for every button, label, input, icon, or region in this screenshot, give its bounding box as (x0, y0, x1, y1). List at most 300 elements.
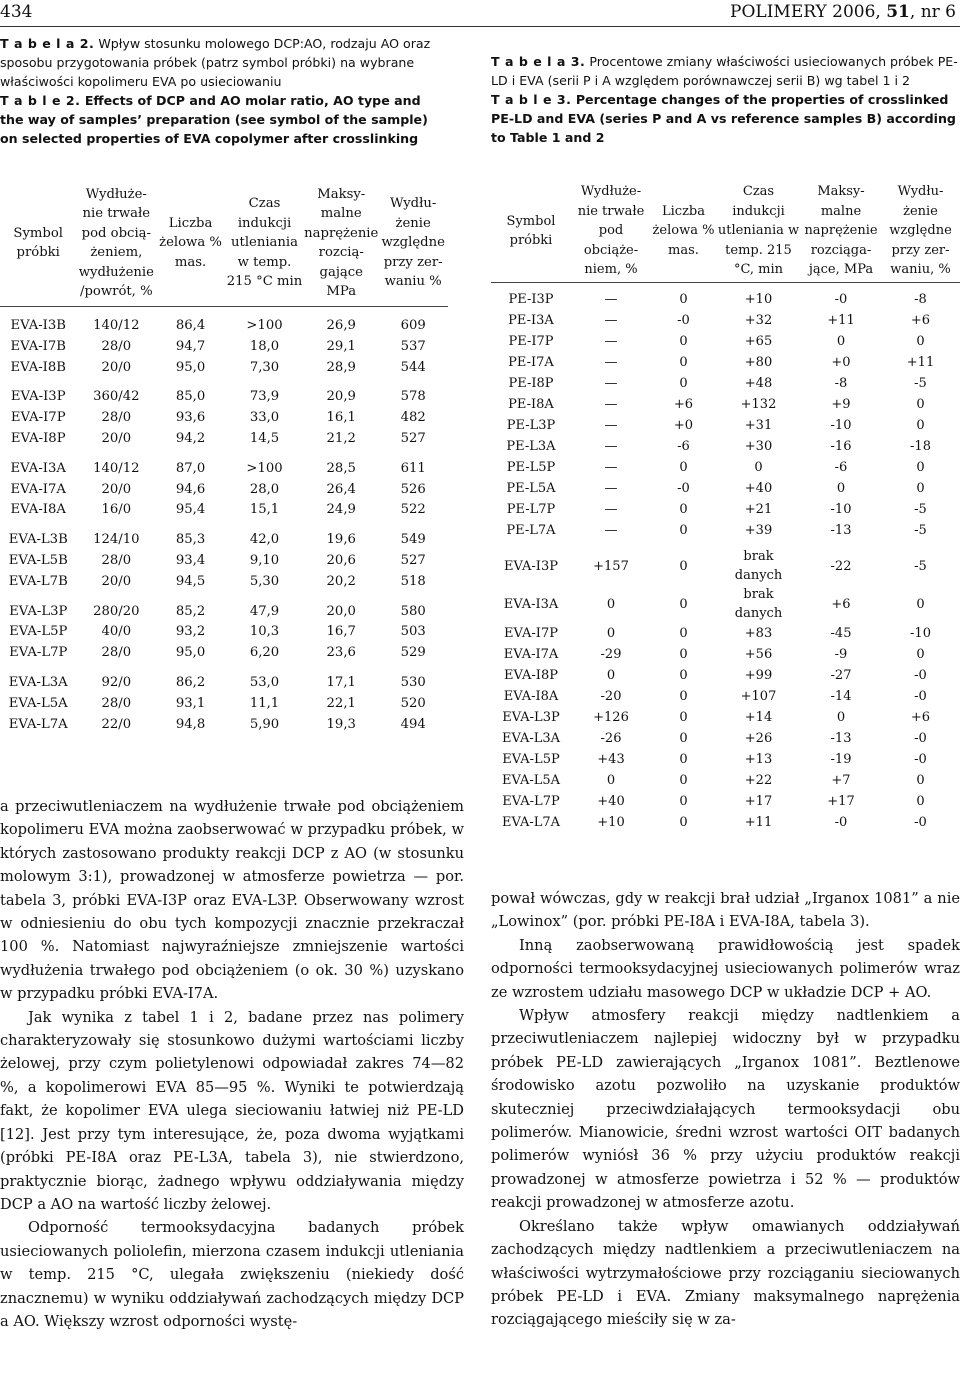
col-elongation-load: Wydłuże-nie trwałe pod obciąże-niem, % (571, 180, 651, 283)
col-tensile-strength-cell: -10 (830, 418, 852, 433)
col-oit-cell: brak danych (734, 587, 783, 621)
table-row (491, 644, 960, 665)
col-oit-cell: 33,0 (249, 410, 280, 426)
col-elongation-break-cell: 0 (916, 334, 925, 349)
col-gel-number-cell: 94,5 (175, 573, 206, 589)
col-symbol-cell: EVA-I3A (10, 460, 66, 476)
right-column-text (491, 887, 960, 1332)
col-gel-number-cell: 0 (679, 502, 688, 517)
table-row (0, 715, 448, 736)
page-number: 434 (0, 2, 33, 22)
col-gel-number-cell: 86,2 (175, 674, 206, 690)
col-elongation-load-cell: -20 (600, 689, 622, 704)
col-tensile-strength-cell: -6 (834, 460, 848, 475)
col-oit-cell: 6,20 (249, 645, 280, 661)
col-elongation-load-cell: +157 (593, 558, 629, 574)
col-gel-number-cell: 95,0 (175, 645, 206, 661)
col-elongation-break-cell: 530 (400, 674, 426, 690)
col-gel-number-cell: 94,6 (175, 481, 206, 497)
col-oit-cell: +99 (744, 668, 773, 683)
col-oit-cell: 5,30 (249, 573, 280, 589)
col-elongation-load-cell: 92/0 (101, 674, 132, 690)
table-row (0, 378, 448, 408)
col-symbol: Symbol próbki (491, 180, 571, 283)
table-row (491, 623, 960, 644)
col-oit-cell: 5,90 (249, 716, 280, 732)
col-elongation-load-cell: 20/0 (101, 573, 132, 589)
col-gel-number-cell: 0 (679, 731, 688, 746)
col-symbol-cell: PE-L7P (506, 502, 556, 517)
col-symbol-cell: EVA-I7A (503, 647, 559, 662)
col-tensile-strength-cell: 16,7 (326, 624, 356, 640)
col-tensile-strength-cell: -27 (830, 668, 852, 683)
col-gel-number-cell: 93,1 (175, 695, 206, 711)
col-elongation-break-cell: 0 (916, 418, 925, 433)
col-tensile-strength-cell: +9 (831, 397, 851, 412)
col-gel-number-cell: 85,0 (175, 389, 206, 405)
col-oit-cell: +21 (744, 502, 773, 517)
col-oit-cell: >100 (246, 318, 283, 333)
col-oit-cell: +80 (744, 355, 773, 370)
table-row (0, 337, 448, 358)
col-elongation-break-cell: 482 (400, 410, 426, 426)
col-gel-number-cell: 93,4 (175, 552, 206, 568)
col-tensile-strength-cell: -13 (830, 523, 852, 538)
col-oit-cell: 53,0 (249, 674, 280, 690)
col-symbol-cell: EVA-L3B (8, 532, 68, 548)
col-elongation-break-cell: 578 (400, 389, 426, 405)
col-elongation-load-cell: 16/0 (101, 502, 132, 518)
col-gel-number-cell: 94,8 (175, 716, 206, 732)
table-row (491, 283, 960, 311)
col-gel-number-cell: 0 (679, 668, 688, 683)
col-tensile-strength-cell: 24,9 (326, 502, 356, 518)
col-elongation-break-cell: 549 (400, 532, 426, 548)
col-oit-cell: +132 (740, 397, 777, 412)
paragraph: pował wówczas, gdy w reakcji brał udział „Irganox 1081” a nie „Lowinox” (por. próbki PE-I8A i EVA-I8A, tabela 3). (491, 890, 960, 931)
col-tensile-strength-cell: 26,4 (326, 481, 356, 497)
col-symbol-cell: EVA-L7P (9, 645, 68, 661)
col-oit-cell: brak danych (734, 549, 783, 583)
table-row (491, 373, 960, 394)
col-elongation-break-cell: -5 (914, 558, 927, 574)
col-elongation-break-cell: 611 (400, 460, 426, 476)
col-elongation-break-cell: 522 (400, 502, 426, 518)
col-tensile-strength-cell: -13 (830, 731, 852, 746)
col-elongation-load-cell: 28/0 (101, 552, 132, 568)
col-oit: Czas indukcji utleniania w temp. 215 °C, min (716, 180, 801, 283)
col-gel-number-cell: 0 (679, 752, 688, 767)
col-gel-number-cell: 85,3 (175, 532, 206, 548)
col-gel-number-cell: 0 (679, 523, 688, 538)
col-elongation-break-cell: 529 (400, 645, 426, 661)
col-gel-number-cell: 86,4 (175, 318, 206, 333)
table-row (491, 310, 960, 331)
col-tensile-strength-cell: -0 (834, 815, 848, 830)
col-elongation-break-cell: +6 (910, 710, 931, 725)
table-row (491, 585, 960, 623)
col-oit-cell: +17 (744, 794, 773, 809)
col-elongation-break-cell: -10 (910, 626, 931, 641)
col-elongation-break-cell: -0 (914, 731, 927, 746)
table-row (491, 728, 960, 749)
col-elongation-break-cell: 0 (916, 596, 925, 612)
col-gel-number-cell: 0 (679, 710, 688, 725)
table-row (491, 541, 960, 585)
col-oit-cell: +10 (744, 292, 773, 307)
col-oit-cell: +39 (744, 523, 773, 538)
col-tensile-strength-cell: +11 (827, 313, 855, 328)
col-elongation-break-cell: -0 (914, 752, 927, 767)
col-elongation-break-cell: 580 (400, 603, 426, 619)
table-row (0, 450, 448, 480)
col-tensile-strength-cell: -14 (830, 689, 852, 704)
col-gel-number-cell: 0 (679, 355, 688, 370)
col-elongation-load-cell: 0 (606, 773, 616, 788)
col-symbol-cell: EVA-L7A (501, 815, 561, 830)
table-row (0, 572, 448, 593)
journal-ref: POLIMERY 2006, 51, nr 6 (730, 2, 956, 22)
col-tensile-strength-cell: 20,6 (326, 552, 356, 568)
table-row (0, 551, 448, 572)
paragraph: Odporność termooksydacyjna badanych próbek usieciowanych poliolefin, mierzona czasem indukcji utleniania w temp. 215 °C, ulegała zwiększeniu (niekiedy dość znacznemu) w wyniku oddziaływań zachodzących między DCP a AO. Większy wzrost odporności wystę- (0, 1219, 464, 1330)
col-elongation-break-cell: 527 (400, 430, 426, 446)
col-oit-cell: +107 (740, 689, 777, 704)
col-symbol-cell: EVA-L3P (502, 710, 560, 725)
col-elongation-break-cell: -5 (914, 502, 927, 517)
col-elongation-break-cell: 537 (400, 338, 426, 354)
col-elongation-break-cell: 0 (916, 481, 925, 496)
col-gel-number-cell: 87,0 (175, 460, 206, 476)
col-elongation-load: Wydłuże-nie trwałe pod obcią-żeniem, wydłużenie /powrót, % (76, 180, 156, 307)
col-oit-cell: 9,10 (249, 552, 280, 568)
col-gel-number-cell: 95,4 (175, 502, 206, 518)
col-elongation-break-cell: -0 (914, 815, 927, 830)
table-row (491, 394, 960, 415)
col-elongation-break-cell: -0 (914, 689, 927, 704)
col-oit-cell: 14,5 (249, 430, 280, 446)
col-oit-cell: 7,30 (249, 359, 280, 375)
col-symbol-cell: EVA-L3A (501, 731, 561, 746)
col-symbol-cell: PE-I3A (508, 313, 554, 328)
col-oit-cell: 73,9 (249, 389, 280, 405)
col-oit-cell: +13 (744, 752, 773, 767)
col-symbol-cell: PE-I7A (508, 355, 554, 370)
col-symbol-cell: PE-I8A (508, 397, 554, 412)
col-elongation-break-cell: 0 (916, 794, 925, 809)
col-tensile-strength-cell: 21,2 (326, 430, 356, 446)
col-tensile-strength: Maksy-malne naprężenie rozcią-gające MPa (304, 180, 378, 307)
col-tensile-strength: Maksy-malne naprężenie rozciąga-jące, MPa (801, 180, 881, 283)
col-elongation-load-cell: 28/0 (101, 645, 132, 661)
col-oit-cell: 18,0 (249, 338, 280, 354)
col-elongation-load-cell: +43 (597, 752, 625, 767)
col-oit-cell: +48 (744, 376, 773, 391)
paragraph: Wpływ atmosfery reakcji między nadtlenkiem a przeciwutleniaczem najlepiej widoczny był w przypadku próbek PE-LD zawierających „Irganox 1081”. Beztlenowe środowisko azotu pozwoliło na uzyskanie produktów skuteczniej przeciwdziałających termooksydacji obu polimerów. Mianowicie, średni wzrost wartości OIT badanych polimerów wyniósł 36 % przy użyciu produktów reakcji prowadzonej w atmosferze powietrza i 52 % — produktów reakcji prowadzonej w atmosferze azotu. (491, 1007, 960, 1212)
col-symbol-cell: EVA-L5P (9, 624, 68, 640)
col-symbol-cell: PE-L5P (506, 460, 556, 475)
col-elongation-load-cell: 28/0 (101, 410, 132, 426)
col-symbol-cell: EVA-L5P (502, 752, 560, 767)
col-tensile-strength-cell: -22 (830, 558, 852, 574)
col-oit-cell: +11 (744, 815, 773, 830)
table-row (491, 457, 960, 478)
col-elongation-load-cell: — (604, 481, 618, 496)
col-tensile-strength-cell: 19,6 (326, 532, 356, 548)
table-row (491, 812, 960, 833)
table-row (0, 622, 448, 643)
col-elongation-break-cell: -18 (910, 439, 931, 454)
col-elongation-load-cell: — (604, 418, 618, 433)
col-symbol-cell: EVA-I8A (10, 502, 66, 518)
col-symbol-cell: PE-L5A (506, 481, 556, 496)
col-oit-cell: +30 (744, 439, 773, 454)
col-elongation-load-cell: 140/12 (93, 318, 140, 333)
col-gel-number-cell: -6 (677, 439, 690, 454)
col-elongation-load-cell: — (604, 334, 618, 349)
col-elongation-load-cell: 280/20 (93, 603, 140, 619)
paragraph: Określano także wpływ omawianych oddziaływań zachodzących między nadtlenkiem a przeciwutleniaczem na właściwości wytrzymałościowe przy rozciąganiu sieciowanych próbek PE-LD i EVA. Zmiany maksymalnego naprężenia rozciągającego mieściły się w za- (491, 1217, 960, 1329)
table2-caption: T a b e l a 2. Wpływ stosunku molowego DCP:AO, rodzaju AO oraz sposobu przygotowania próbek (patrz symbol próbki) na wybrane właściwości kopolimeru EVA po usieciowaniu T a b l e 2. Effects of DCP and AO molar ratio, AO type and the way of samples’ preparation (see symbol of the sample) on selected properties of EVA copolymer after crosslinking (0, 36, 431, 146)
col-oit-cell: 0 (754, 460, 763, 475)
col-symbol-cell: EVA-L5A (8, 695, 68, 711)
col-oit-cell: 28,0 (249, 481, 280, 497)
table-row (0, 643, 448, 664)
col-tensile-strength-cell: 22,1 (326, 695, 356, 711)
table-row (0, 358, 448, 379)
col-oit-cell: +40 (744, 481, 773, 496)
col-gel-number-cell: 0 (679, 596, 688, 612)
col-tensile-strength-cell: +0 (831, 355, 851, 370)
col-elongation-break-cell: 0 (916, 773, 925, 788)
col-tensile-strength-cell: 0 (836, 334, 846, 349)
col-elongation-load-cell: 124/10 (93, 532, 140, 548)
col-elongation-break-cell: -5 (914, 376, 927, 391)
col-oit-cell: +65 (744, 334, 773, 349)
col-elongation-break-cell: 526 (400, 481, 426, 497)
col-elongation-load-cell: -29 (600, 647, 622, 662)
col-oit-cell: +26 (744, 731, 773, 746)
col-gel-number-cell: 0 (679, 815, 688, 830)
col-elongation-load-cell: — (604, 439, 618, 454)
table-row (0, 500, 448, 521)
col-elongation-load-cell: 360/42 (93, 389, 140, 405)
table-row (0, 480, 448, 501)
table-row (491, 499, 960, 520)
col-gel-number-cell: 0 (679, 794, 688, 809)
col-elongation-break-cell: -8 (914, 292, 927, 307)
col-symbol-cell: EVA-L7A (8, 716, 68, 732)
col-gel-number-cell: 85,2 (175, 603, 206, 619)
col-elongation-load-cell: 140/12 (93, 460, 140, 476)
col-symbol-cell: EVA-L3P (9, 603, 68, 619)
col-gel-number-cell: 0 (679, 773, 688, 788)
table-row (491, 478, 960, 499)
col-symbol-cell: EVA-I8P (10, 430, 66, 446)
col-gel-number-cell: 0 (679, 647, 688, 662)
col-symbol-cell: EVA-I3A (503, 596, 559, 612)
col-elongation-load-cell: +40 (597, 794, 625, 809)
col-tensile-strength-cell: 20,2 (326, 573, 356, 589)
col-oit-cell: +31 (744, 418, 773, 433)
col-symbol-cell: EVA-I8A (503, 689, 559, 704)
col-gel-number-cell: 0 (679, 558, 688, 574)
col-elongation-load-cell: — (604, 376, 618, 391)
col-gel-number-cell: -0 (677, 481, 690, 496)
col-oit-cell: +56 (744, 647, 773, 662)
col-symbol-cell: EVA-L5B (8, 552, 68, 568)
col-elongation-load-cell: — (604, 355, 618, 370)
col-symbol-cell: PE-L3A (506, 439, 556, 454)
col-elongation-load-cell: — (604, 292, 618, 307)
col-oit-cell: 10,3 (249, 624, 280, 640)
col-elongation-load-cell: — (604, 397, 618, 412)
col-elongation-load-cell: — (604, 313, 618, 328)
col-gel-number: Liczba żelowa % mas. (651, 180, 716, 283)
table-row (0, 521, 448, 551)
col-elongation-break-cell: +6 (910, 313, 931, 328)
paragraph: Jak wynika z tabel 1 i 2, badane przez nas polimery charakteryzowały się stosunkowo dużymi wartościami liczby żelowej, przy czym polietylenowi odpowiadał zakres 74—82 %, a kopolimerowi EVA 85—95 %. Wyniki te potwierdzają fakt, że kopolimer EVA ulega sieciowaniu łatwiej niż PE-LD [12]. Jest przy tym interesujące, że, poza dwoma wyjątkami (próbki PE-I8A oraz PE-L3A, tabela 3), nie stwierdzono, praktycznie biorąc, żadnego wpływu oddziaływania między DCP a AO na wartość liczby żelowej. (0, 1008, 464, 1213)
col-oit-cell: +22 (744, 773, 773, 788)
col-tensile-strength-cell: 23,6 (326, 645, 356, 661)
col-gel-number-cell: +6 (673, 397, 694, 412)
col-symbol-cell: PE-L3P (506, 418, 556, 433)
col-gel-number-cell: 94,7 (175, 338, 206, 354)
table-row (0, 307, 448, 337)
col-elongation-break-cell: 494 (400, 716, 426, 732)
table-row (491, 665, 960, 686)
table-row (491, 436, 960, 457)
col-tensile-strength-cell: 20,9 (326, 389, 356, 405)
table-row (491, 791, 960, 812)
col-symbol: Symbol próbki (0, 180, 76, 307)
table-row (0, 429, 448, 450)
col-symbol-cell: PE-I8P (508, 376, 554, 391)
table3-caption: T a b e l a 3. Procentowe zmiany właściwości usieciowanych próbek PE-LD i EVA (serii P i A względem porównawczej serii B) wg tabel 1 i 2 T a b l e 3. Percentage changes of the properties of crosslinked PE-LD and EVA (series P and A vs reference samples B) according to Table 1 and 2 (491, 54, 958, 145)
col-gel-number-cell: 0 (679, 334, 688, 349)
col-elongation-break-cell: -5 (914, 523, 927, 538)
col-elongation-load-cell: — (604, 460, 618, 475)
col-gel-number-cell: 0 (679, 292, 688, 307)
col-elongation-load-cell: -26 (600, 731, 622, 746)
col-tensile-strength-cell: -0 (834, 292, 848, 307)
col-oit-cell: 11,1 (249, 695, 280, 711)
col-elongation-load-cell: +126 (593, 710, 629, 725)
table-row (491, 331, 960, 352)
col-elongation-load-cell: 20/0 (101, 481, 132, 497)
table2 (0, 180, 448, 735)
col-tensile-strength-cell: 29,1 (326, 338, 356, 354)
col-oit: Czas indukcji utleniania w temp. 215 °C min (225, 180, 304, 307)
col-elongation-load-cell: — (604, 502, 618, 517)
col-elongation-load-cell: 0 (606, 668, 616, 683)
col-symbol-cell: EVA-L3A (8, 674, 68, 690)
col-symbol-cell: EVA-L7B (8, 573, 68, 589)
table-row (0, 408, 448, 429)
col-elongation-load-cell: 0 (606, 596, 616, 612)
col-gel-number-cell: 95,0 (175, 359, 206, 375)
left-column-text (0, 795, 464, 1333)
col-elongation-break-cell: 0 (916, 460, 925, 475)
col-tensile-strength-cell: 28,9 (326, 359, 356, 375)
col-elongation-break-cell: 0 (916, 647, 925, 662)
col-tensile-strength-cell: 28,5 (326, 460, 356, 476)
col-symbol-cell: EVA-L5A (501, 773, 561, 788)
col-elongation-break-cell: 503 (400, 624, 426, 640)
col-gel-number-cell: 94,2 (175, 430, 206, 446)
col-tensile-strength-cell: -19 (830, 752, 852, 767)
col-tensile-strength-cell: +17 (827, 794, 855, 809)
col-symbol-cell: EVA-I8B (10, 359, 66, 375)
col-elongation-load-cell: 40/0 (101, 624, 132, 640)
col-elongation-break-cell: 527 (400, 552, 426, 568)
paragraph: a przeciwutleniaczem na wydłużenie trwałe pod obciążeniem kopolimeru EVA można zaobserwować w przypadku próbek, w których zastosowano produkty reakcji DCP z AO (w stosunku molowym 3:1), prowadzonej w atmosferze powietrza — por. tabela 3, próbki EVA-I3P oraz EVA-L3P. Obserwowany wzrost w odniesieniu do obu tych kompozycji znacznie przekraczał 100 %. Natomiast najwyraźniejsze zmniejszenie wartości wydłużenia trwałego pod obciążeniem (o ok. 30 %) uzyskano w przypadku próbki EVA-I7A. (0, 798, 464, 1003)
col-elongation-load-cell: 0 (606, 626, 616, 641)
col-oit-cell: 47,9 (249, 603, 280, 619)
table-row (0, 694, 448, 715)
col-oit-cell: 42,0 (249, 532, 280, 548)
col-gel-number-cell: 0 (679, 689, 688, 704)
col-oit-cell: >100 (246, 460, 283, 476)
col-gel-number-cell: 0 (679, 626, 688, 641)
col-oit-cell: +83 (744, 626, 773, 641)
col-tensile-strength-cell: +6 (831, 596, 851, 612)
col-oit-cell: +32 (744, 313, 773, 328)
col-elongation-load-cell: 20/0 (101, 359, 132, 375)
col-tensile-strength-cell: -9 (834, 647, 848, 662)
col-elongation-break-cell: 609 (400, 318, 426, 333)
col-tensile-strength-cell: -16 (830, 439, 852, 454)
col-symbol-cell: PE-I3P (508, 292, 554, 307)
col-gel-number: Liczba żelowa % mas. (156, 180, 225, 307)
col-tensile-strength-cell: 17,1 (326, 674, 356, 690)
col-elongation-load-cell: 28/0 (101, 695, 132, 711)
col-gel-number-cell: 93,6 (175, 410, 206, 426)
col-symbol-cell: EVA-I7B (10, 338, 66, 354)
col-elongation-break-cell: 520 (400, 695, 426, 711)
table3 (491, 180, 960, 833)
table-row (0, 593, 448, 623)
col-elongation-break-cell: 0 (916, 397, 925, 412)
table-row (0, 664, 448, 694)
page-header (0, 0, 960, 27)
table-row (491, 520, 960, 541)
col-elongation-break-cell: -0 (914, 668, 927, 683)
col-tensile-strength-cell: -10 (830, 502, 852, 517)
paragraph: Inną zaobserwowaną prawidłowością jest spadek odporności termooksydacyjnej usieciowanych polimerów wraz ze wzrostem udziału masowego DCP w układzie DCP + AO. (491, 936, 960, 1001)
table-row (491, 686, 960, 707)
col-symbol-cell: PE-L7A (506, 523, 556, 538)
col-tensile-strength-cell: 19,3 (326, 716, 356, 732)
table-row (491, 770, 960, 791)
col-symbol-cell: EVA-I7A (10, 481, 66, 497)
col-symbol-cell: EVA-I7P (10, 410, 66, 426)
col-elongation-load-cell: 22/0 (101, 716, 132, 732)
col-oit-cell: +14 (744, 710, 773, 725)
col-symbol-cell: EVA-I3B (10, 318, 66, 333)
col-elongation-break-cell: 544 (400, 359, 426, 375)
col-gel-number-cell: +0 (673, 418, 694, 433)
col-symbol-cell: EVA-I3P (10, 389, 66, 405)
col-elongation-break: Wydłu-żenie względne przy zer-waniu, % (881, 180, 960, 283)
col-oit-cell: 15,1 (249, 502, 280, 518)
col-tensile-strength-cell: 0 (836, 481, 846, 496)
col-elongation-load-cell: +10 (597, 815, 625, 830)
col-elongation-break-cell: +11 (906, 355, 935, 370)
col-symbol-cell: EVA-I7P (504, 626, 558, 641)
col-elongation-load-cell: — (604, 523, 618, 538)
col-gel-number-cell: 93,2 (175, 624, 206, 640)
